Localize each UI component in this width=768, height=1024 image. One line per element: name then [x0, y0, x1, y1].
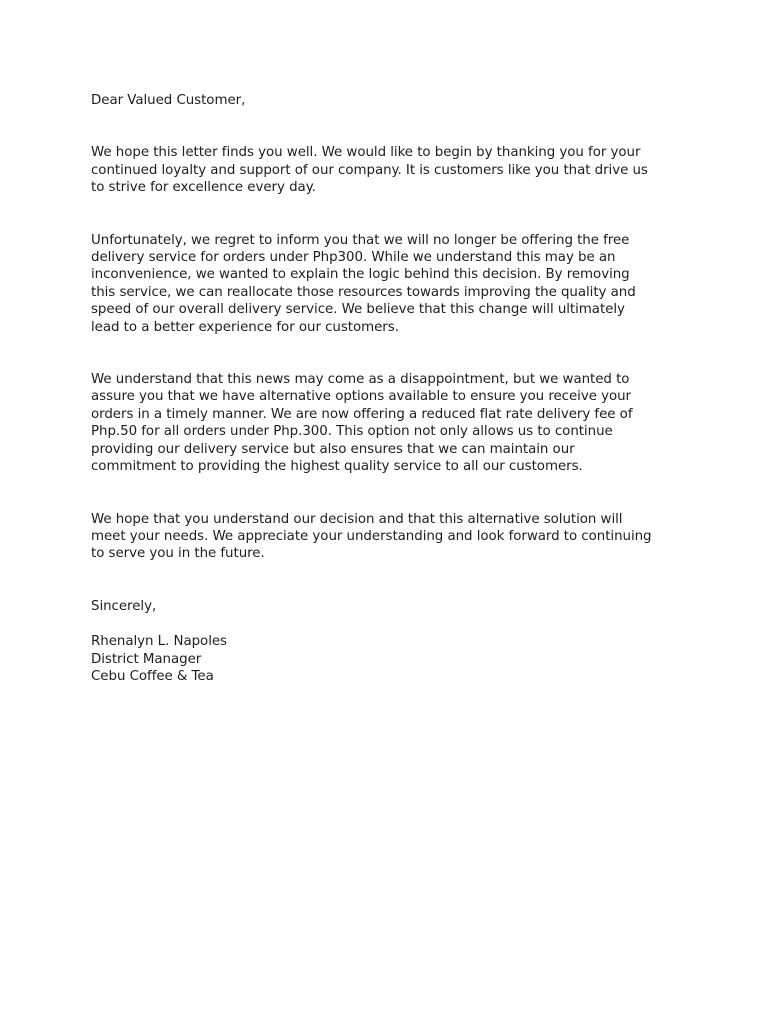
salutation: Dear Valued Customer,	[91, 93, 246, 108]
signature-block	[91, 633, 731, 685]
paragraph-line: inconvenience, we wanted to explain the logic behind this decision. By removing	[91, 267, 630, 283]
paragraph-line: to strive for excellence every day.	[91, 180, 316, 196]
paragraph-line: Unfortunately, we regret to inform you that we will no longer be offering the free	[91, 232, 630, 248]
paragraph-line: delivery service for orders under Php300. While we understand this may be an	[91, 250, 616, 266]
signatory-title: District Manager	[91, 651, 202, 667]
paragraph-line: to serve you in the future.	[91, 546, 265, 562]
paragraph-line: continued loyalty and support of our company. It is customers like you that drive us	[91, 162, 648, 178]
paragraph-1	[91, 144, 731, 196]
paragraph-line: this service, we can reallocate those resources towards improving the quality and	[91, 284, 636, 300]
paragraph-line: lead to a better experience for our customers.	[91, 319, 399, 335]
paragraph-line: Php.50 for all orders under Php.300. This option not only allows us to continue	[91, 424, 613, 440]
paragraph-line: meet your needs. We appreciate your understanding and look forward to continuing	[91, 528, 652, 544]
paragraph-line: We understand that this news may come as a disappointment, but we wanted to	[91, 372, 630, 388]
paragraph-line: assure you that we have alternative options available to ensure you receive your	[91, 389, 632, 405]
paragraph-line: We hope that you understand our decision and that this alternative solution will	[91, 511, 623, 527]
signatory-name: Rhenalyn L. Napoles	[91, 634, 227, 650]
letter-body	[91, 92, 731, 685]
paragraph-4	[91, 511, 731, 563]
paragraph-3	[91, 371, 731, 475]
company-name: Cebu Coffee & Tea	[91, 668, 214, 684]
closing: Sincerely,	[91, 598, 157, 614]
paragraph-2	[91, 232, 731, 336]
paragraph-line: orders in a timely manner. We are now offering a reduced flat rate delivery fee of	[91, 406, 633, 422]
paragraph-line: We hope this letter finds you well. We would like to begin by thanking you for your	[91, 145, 641, 161]
paragraph-line: commitment to providing the highest quality service to all our customers.	[91, 459, 583, 475]
paragraph-line: providing our delivery service but also ensures that we can maintain our	[91, 441, 575, 457]
paragraph-line: speed of our overall delivery service. We believe that this change will ultimately	[91, 302, 625, 318]
